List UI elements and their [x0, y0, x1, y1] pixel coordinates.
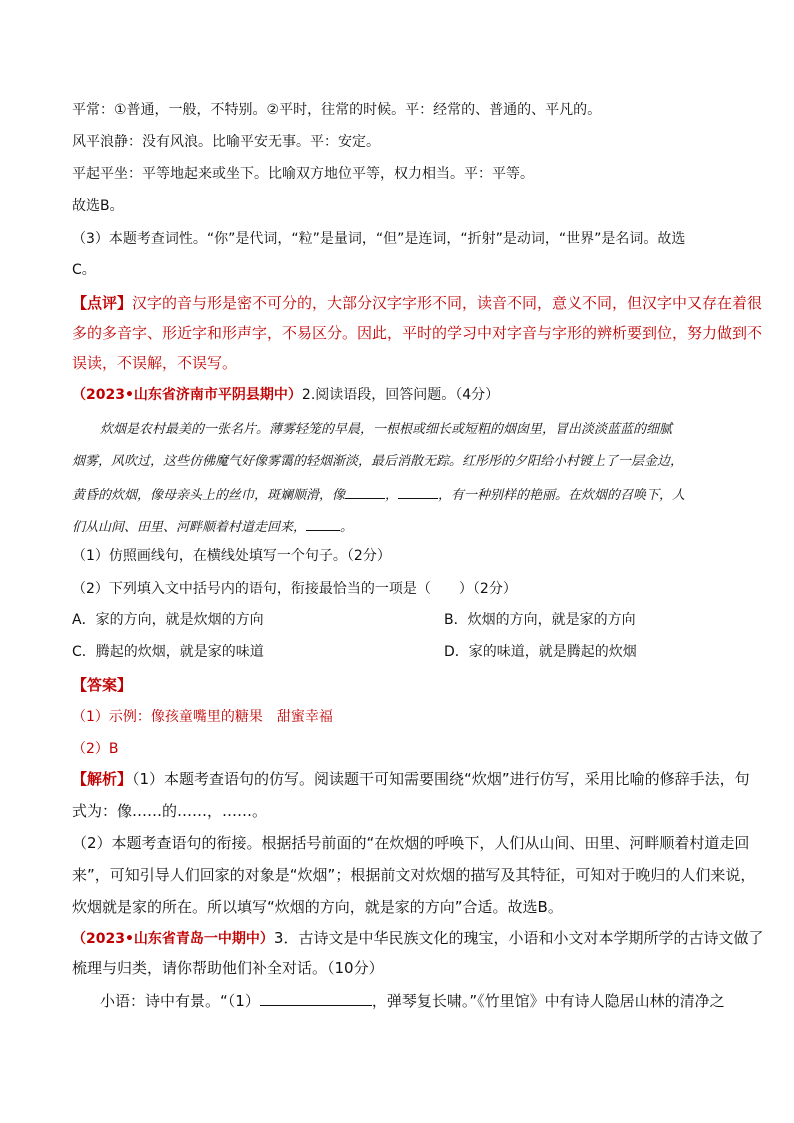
- passage-text-3b: ，: [385, 488, 399, 503]
- question-2-header: [72, 385, 499, 405]
- passage-text-4b: 。: [340, 520, 354, 535]
- blank-poem-1[interactable]: [260, 991, 372, 1006]
- blank-3[interactable]: [306, 516, 340, 531]
- analysis-text-1: （1）本题考查语句的仿写。阅读题干可知需要围绕“炊烟”进行仿写，采用比喻的修辞手法，句: [132, 770, 750, 788]
- line-q3-wordclass: （3）本题考查词性。“你”是代词，“粒”是量词，“但”是连词，“折射”是动词，“世界”是名词。故选: [72, 231, 686, 247]
- question-3-dialog: [100, 991, 725, 1011]
- line-pingqi: 平起平坐：平等地起来或坐下。比喻双方地位平等，权力相当。平：平等。: [72, 166, 534, 182]
- comment-text-1: 汉字的音与形是密不可分的，大部分汉字字形不同，读音不同，意义不同，但汉字中又存在着很: [132, 294, 763, 312]
- passage-line-4: [72, 516, 353, 538]
- answer-2: （2）B: [72, 741, 119, 757]
- passage-line-1: 炊烟是农村最美的一张名片。薄雾轻笼的早晨，一根根或细长或短粗的烟囱里，冒出淡淡蓝蓝的细腻: [100, 422, 673, 437]
- comment-line-1: [72, 293, 762, 313]
- passage-line-3: [72, 484, 685, 506]
- option-b[interactable]: B．炊烟的方向，就是家的方向: [444, 612, 636, 628]
- subquestion-2: （2）下列填入文中括号内的语句，衔接最恰当的一项是（ ）（2分）: [72, 581, 517, 597]
- options-row-1: [72, 610, 722, 630]
- passage-text-4a: 们从山间、田里、河畔顺着村道走回来，: [72, 520, 307, 535]
- question-2-title: 2.阅读语段，回答问题。（4分）: [301, 387, 500, 403]
- question-3-source: （2023•山东省青岛一中期中）: [72, 931, 274, 947]
- question-3-line-2: 梳理与归类，请你帮助他们补全对话。（10分）: [72, 959, 384, 977]
- options-row-2: [72, 642, 722, 662]
- blank-1[interactable]: [345, 484, 385, 499]
- passage-text-3c: ，有一种别样的艳丽。在炊烟的召唤下，人: [438, 488, 686, 503]
- answer-1: （1）示例：像孩童嘴里的糖果 甜蜜幸福: [72, 709, 333, 725]
- analysis-line-4: 来”，可知引导人们回家的对象是“炊烟”；根据前文对炊烟的描写及其特征，可知对于晚归的人们来说，: [72, 866, 756, 884]
- option-d[interactable]: D．家的味道，就是腾起的炊烟: [444, 644, 637, 660]
- question-2-source: （2023•山东省济南市平阴县期中）: [72, 387, 302, 403]
- question-3-header: [72, 928, 763, 949]
- line-fengping: 风平浪静：没有风浪。比喻平安无事。平：安定。: [72, 134, 380, 150]
- dialog-text-a: 小语：诗中有景。“（1）: [100, 992, 260, 1010]
- comment-line-2: 多的多音字、形近字和形声字，不易区分。因此，平时的学习中对字音与字形的辨析要到位，努力做到不: [72, 324, 763, 342]
- passage-text-3a: 黄昏的炊烟，像母亲头上的丝巾，斑斓顺滑，像: [72, 488, 346, 503]
- option-a[interactable]: A．家的方向，就是炊烟的方向: [72, 612, 264, 628]
- blank-2[interactable]: [398, 484, 438, 499]
- comment-line-3: 误读，不误解，不误写。: [72, 354, 238, 372]
- analysis-tag: 【解析】: [72, 770, 133, 788]
- subquestion-1: （1）仿照画线句，在横线处填写一个句子。（2分）: [72, 548, 391, 564]
- dialog-text-b: ，弹琴复长啸。”《竹里馆》中有诗人隐居山林的清净之: [371, 992, 725, 1010]
- comment-tag: 【点评】: [72, 294, 133, 312]
- passage-line-2: 烟雾，风吹过，这些仿佛魔气好像雾霭的轻烟渐淡，最后消散无踪。红彤彤的夕阳给小村镀上了一层金边，: [72, 454, 684, 469]
- analysis-line-5: 炊烟就是家的所在。所以填写“炊烟的方向，就是家的方向”合适。故选B。: [72, 898, 563, 916]
- line-answer-c: C。: [72, 262, 96, 278]
- analysis-line-3: （2）本题考查语句的衔接。根据括号前面的“在炊烟的呼唤下，人们从山间、田里、河畔顺着村道走回: [72, 834, 750, 852]
- line-pingchang: 平常：①普通，一般，不特别。②平时，往常的时候。平：经常的、普通的、平凡的。: [72, 102, 602, 118]
- analysis-line-1: [72, 769, 750, 789]
- option-c[interactable]: C．腾起的炊烟，就是家的味道: [72, 644, 264, 660]
- line-answer-b: 故选B。: [72, 198, 124, 214]
- analysis-line-2: 式为：像……的……，……。: [72, 802, 268, 820]
- answer-tag: 【答案】: [72, 676, 133, 694]
- question-3-title: 3．古诗文是中华民族文化的瑰宝，小语和小文对本学期所学的古诗文做了: [273, 929, 764, 947]
